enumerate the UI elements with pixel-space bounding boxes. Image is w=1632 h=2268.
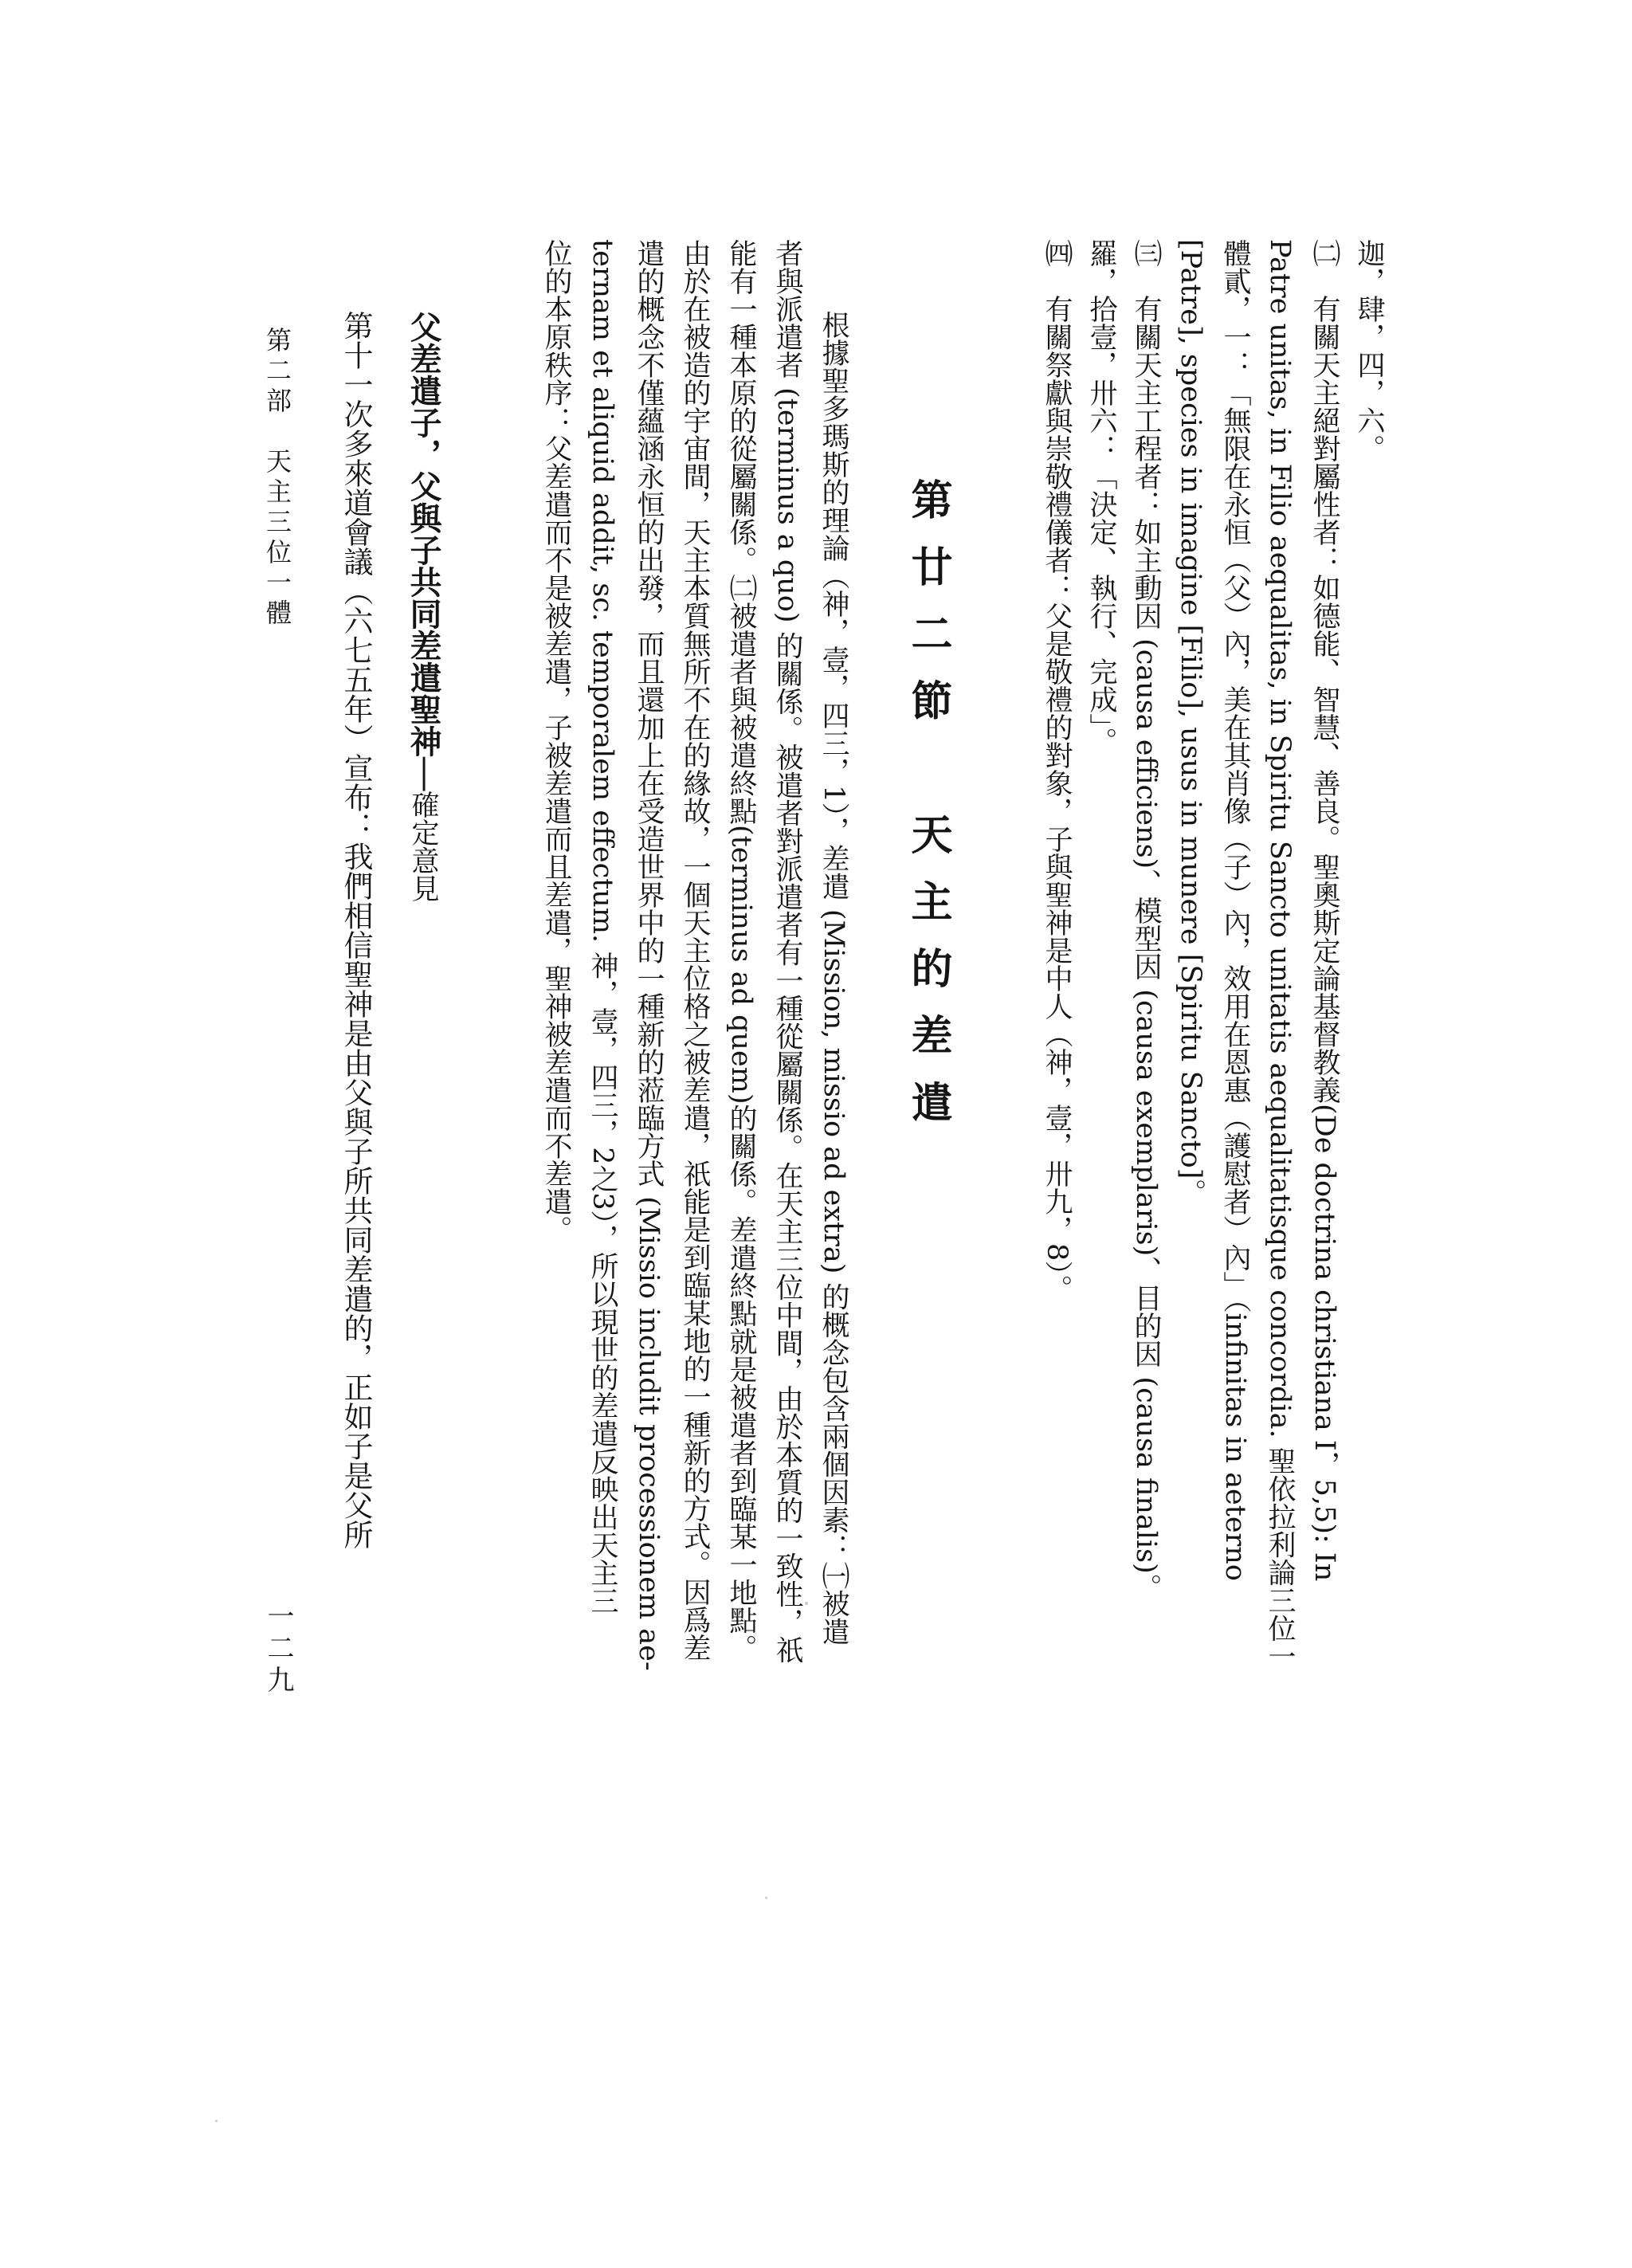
text-line-8: ㈣ 有關祭獻與崇敬禮儀者：父是敬禮的對象，子與聖神是中人（神，壹，卅九，8）。 (1041, 239, 1073, 1303)
body-line-1: 根據聖多瑪斯的理論（神，壹，四三，1），差遣 (Mission, missio ad extra) 的概念包含兩個因素：㈠被遣 (818, 311, 849, 1646)
running-title: 第二部 天主三位一體 (262, 327, 292, 630)
body-line-4: 由於在被造的宇宙間，天主本質無所不在的緣故，一個天主位格之被差遣，祇能是到臨某地的一種新的方式。因爲差 (679, 239, 711, 1662)
body-line-3: 能有一種本原的從屬關係。㈡被遣者與被遣終點(terminus ad quem)的關係。差遣終點就是被遣者到臨某一地點。 (725, 239, 757, 1662)
thesis-heading-line (402, 311, 444, 2112)
text-line-7: 羅，拾壹，卅六：「決定、執行、完成」。 (1085, 239, 1117, 755)
section-heading: 第廿二節 天主的差遣 (904, 478, 952, 1148)
thesis-note: ──確定意見 (407, 757, 439, 903)
scan-speck (215, 2120, 218, 2122)
text-line-6: ㈢ 有關天主工程者：如主動因 (causa efficiens)、模型因 (causa exemplaris)、目的因 (causa finalis)。 (1130, 239, 1162, 1602)
final-line: 第十一次多來道會議（六七五年）宣布：我們相信聖神是由父與子所共同差遣的，正如子是父所 (339, 311, 373, 1549)
body-line-2: 者與派遣者 (terminus a quo) 的關係。被遣者對派遣者有一種從屬關係。在天主三位中間，由於本質的一致性，祇 (771, 239, 803, 1664)
scan-speck (765, 1897, 767, 1899)
text-line-2: ㈡ 有關天主絕對屬性者：如德能、智慧、善良。聖奧斯定論基督教義(De doctrina christiana I，5,5): In (1308, 239, 1340, 1582)
body-line-5: 遣的概念不僅蘊涵永恒的出發，而且還加上在受造世界中的一種新的蒞臨方式 (Missio includit processionem ae- (633, 239, 665, 1671)
text-line-4: 體貳，一：「無限在永恒（父）內，美在其肖像（子）內，效用在恩惠（護慰者）內」（infinitas in aeterno (1219, 239, 1251, 1581)
text-line-1: 迦，肆，四，六。 (1353, 239, 1385, 462)
thesis-heading: 父差遣子，父與子共同差遣聖神 (405, 311, 442, 757)
scan-speck (805, 1602, 808, 1605)
text-line-5: [Patre], species in imagine [Filio], usus in munere [Spiritu Sancto]。 (1175, 239, 1206, 1207)
body-line-7: 位的本原秩序：父差遣而不是被差遣，子被差遣而且差遣，聖神被差遣而不差遣。 (540, 239, 572, 1243)
body-line-6: ternam et aliquid addit, sc. temporalem effectum. 神，壹，四三，2之3），所以現世的差遣反映出天主三 (586, 239, 618, 1615)
page-number: 一二九 (262, 1602, 294, 1697)
text-line-3: Patre unitas, in Filio aequalitas, in Spiritu Sancto unitatis aequalitatisque concordia. 聖依拉利論三位一 (1264, 239, 1296, 1670)
